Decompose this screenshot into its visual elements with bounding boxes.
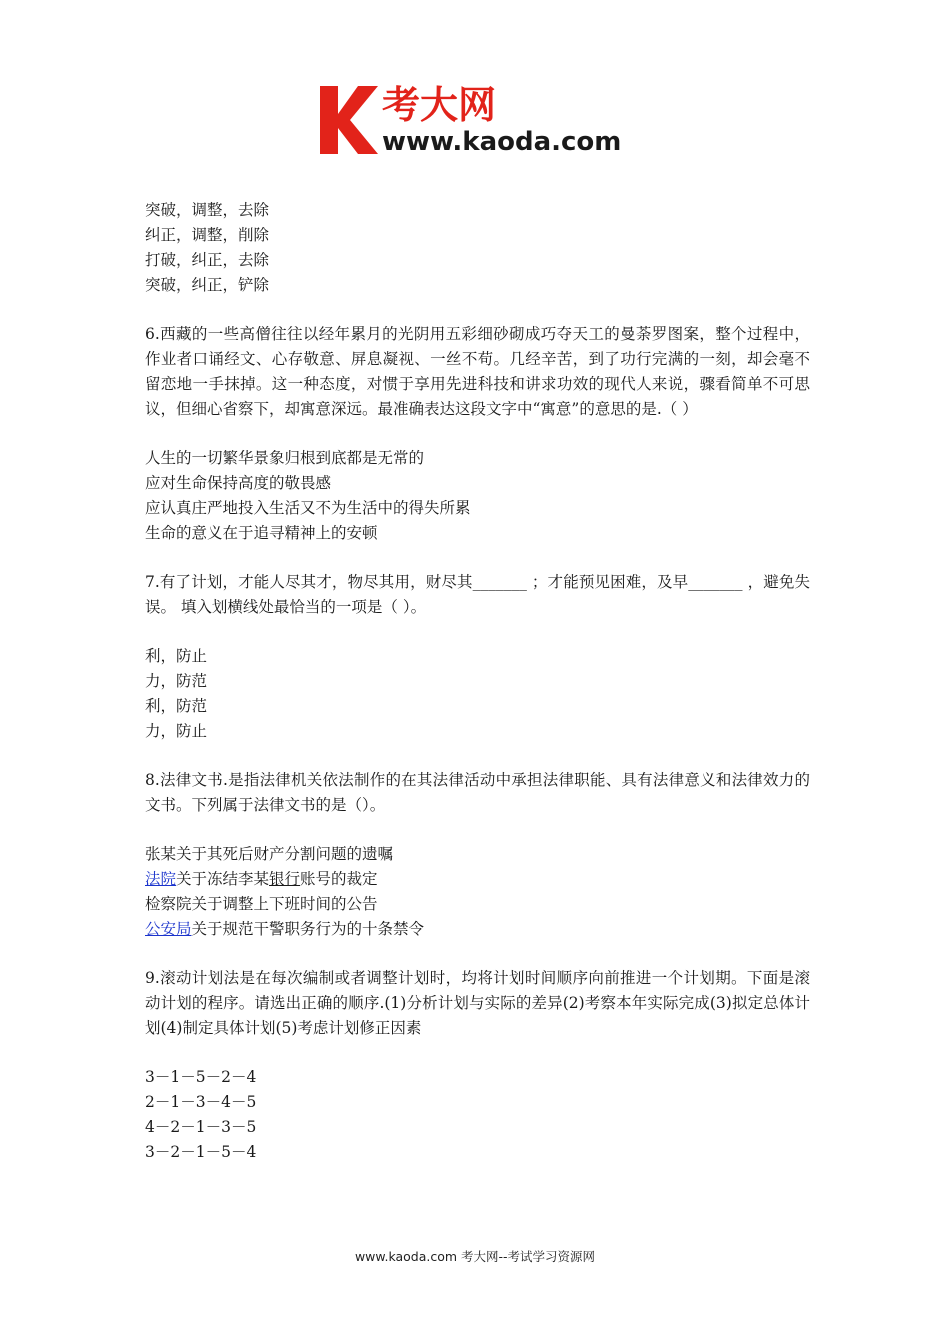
q6-option-4: 生命的意义在于追寻精神上的安顿 bbox=[145, 524, 378, 542]
police-link[interactable]: 公安局 bbox=[145, 920, 192, 938]
q5-option-2: 纠正，调整，削除 bbox=[145, 226, 270, 244]
logo-mark bbox=[318, 78, 638, 158]
q6-question: 6.西藏的一些高僧往往以经年累月的光阴用五彩细砂砌成巧夺天工的曼荼罗图案，整个过程中，作业者口诵经文、心存敬意、屏息凝视、一丝不苟。几经辛苦，到了功行完满的一刻，却会毫不留恋地一手抹掉。这一种态度，对惯于享用先进科技和讲求功效的现代人来说，骤看简单不可思议，但细心省察下，却寓意深远。最准确表达这段文字中“寓意”的意思的是.（ ） bbox=[145, 325, 810, 418]
kaoda-logo bbox=[318, 78, 638, 158]
q8-option-1: 张某关于其死后财产分割问题的遗嘱 bbox=[145, 845, 394, 863]
q8-option-4-text: 关于规范干警职务行为的十条禁令 bbox=[191, 920, 425, 938]
q8-option-2 bbox=[145, 867, 810, 892]
q8-option-2-text: 关于冻结李某 bbox=[176, 870, 270, 888]
q9-option-3: 4－2－1－3－5 bbox=[145, 1118, 257, 1136]
q7-option-3: 利，防范 bbox=[145, 697, 208, 715]
q8-option-4 bbox=[145, 917, 810, 942]
q8-question: 8.法律文书.是指法律机关依法制作的在其法律活动中承担法律职能、具有法律意义和法律效力的文书。下列属于法律文书的是（）。 bbox=[145, 771, 810, 814]
court-link[interactable]: 法院 bbox=[145, 870, 177, 888]
document-body bbox=[145, 198, 810, 1165]
q9-question: 9.滚动计划法是在每次编制或者调整计划时，均将计划时间顺序向前推进一个计划期。下面是滚动计划的程序。请选出正确的顺序.(1)分析计划与实际的差异(2)考察本年实际完成(3)拟定总体计划(4)制定具体计划(5)考虑计划修正因素 bbox=[145, 969, 810, 1037]
q5-option-1: 突破，调整，去除 bbox=[145, 201, 270, 219]
q7-option-4: 力，防止 bbox=[145, 722, 208, 740]
q7-option-2: 力，防范 bbox=[145, 672, 208, 690]
q8-option-2-end: 账号的裁定 bbox=[300, 870, 378, 888]
page-footer: www.kaoda.com 考大网--考试学习资源网 bbox=[354, 1249, 596, 1264]
q9-option-2: 2－1－3－4－5 bbox=[145, 1093, 257, 1111]
q5-option-4: 突破，纠正，铲除 bbox=[145, 276, 270, 294]
bank-term: 银行 bbox=[269, 870, 301, 888]
q8-option-3: 检察院关于调整上下班时间的公告 bbox=[145, 895, 378, 913]
svg-text:www.kaoda.com: www.kaoda.com bbox=[382, 127, 622, 157]
q5-option-3: 打破，纠正，去除 bbox=[145, 251, 270, 269]
q6-option-1: 人生的一切繁华景象归根到底都是无常的 bbox=[145, 449, 425, 467]
q9-option-4: 3－2－1－5－4 bbox=[145, 1143, 257, 1161]
svg-text:考大网: 考大网 bbox=[382, 83, 497, 127]
q9-option-1: 3－1－5－2－4 bbox=[145, 1068, 257, 1086]
q6-option-3: 应认真庄严地投入生活又不为生活中的得失所累 bbox=[145, 499, 471, 517]
q7-question: 7.有了计划，才能人尽其才，物尽其用，财尽其_______ ；才能预见困难，及早_______ ，避免失误。 填入划横线处最恰当的一项是（ ）。 bbox=[145, 573, 810, 616]
q7-option-1: 利，防止 bbox=[145, 647, 208, 665]
q6-option-2: 应对生命保持高度的敬畏感 bbox=[145, 474, 332, 492]
